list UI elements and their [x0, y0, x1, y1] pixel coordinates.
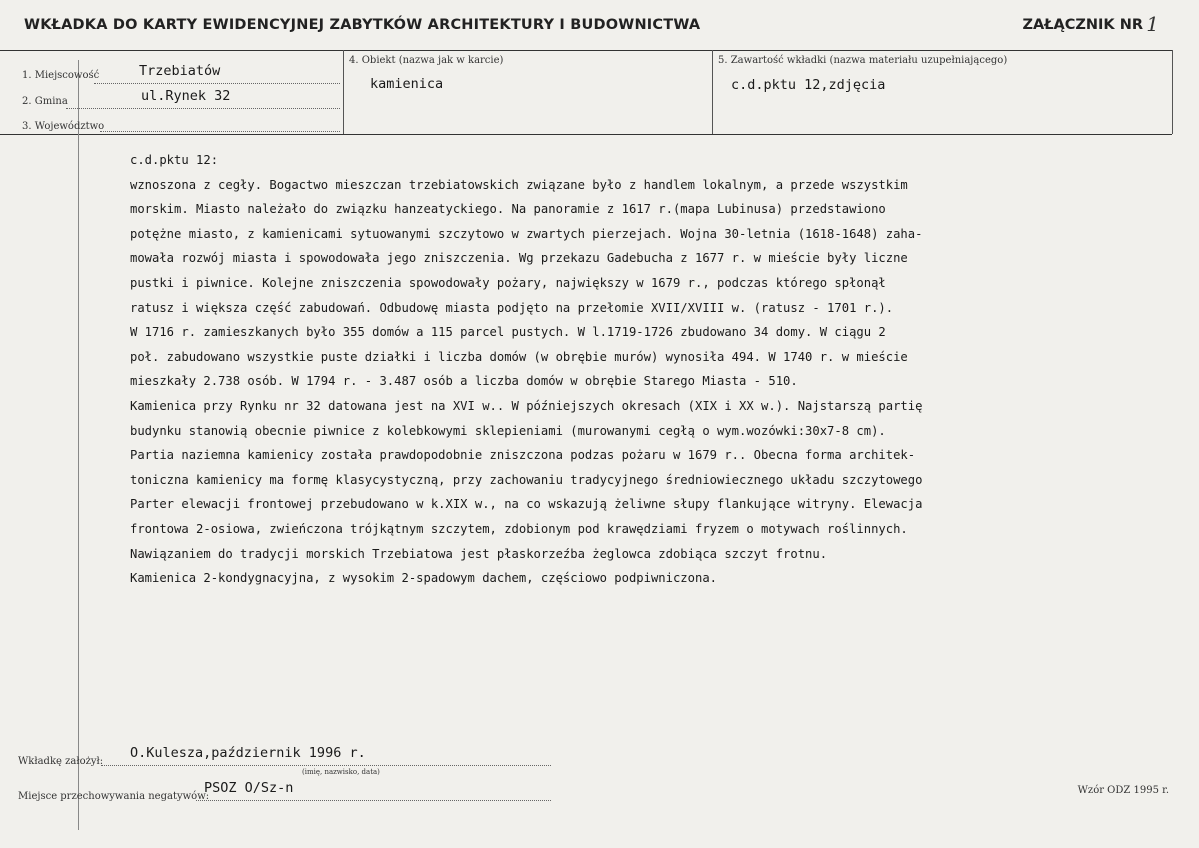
obiekt-label: 4. Obiekt (nazwa jak w karcie) [349, 55, 504, 66]
body-line: W 1716 r. zamieszkanych było 355 domów a 115 parcel pustych. W l.1719-1726 zbudowano 34 domy. W ciągu 2 [130, 325, 886, 340]
body-line: c.d.pktu 12: [130, 153, 219, 167]
header-rule [0, 50, 1172, 51]
gmina-value: ul.Rynek 32 [141, 88, 231, 104]
boxes-bottom-rule [0, 134, 1172, 135]
miejscowosc-dots [94, 83, 340, 84]
body-line: frontowa 2-osiowa, zwieńczona trójkątnym szczytem, zdobionym pod krawędziami fryzem o motywach roślinnych. [130, 521, 908, 536]
body-line: ratusz i większa część zabudowań. Odbudowę miasta podjęto na przełomie XVII/XVIII w. (ratusz - 1701 r.). [130, 300, 894, 315]
body-line: toniczna kamienicy ma formę klasycystyczną, przy zachowaniu tradycyjnego średniowiecznego układu szczytowego [130, 472, 923, 487]
body-line: pustki i piwnice. Kolejne zniszczenia spowodowały pożary, największy w 1679 r., podczas którego spłonął [130, 275, 886, 290]
miejscowosc-label: 1. Miejscowość [22, 70, 100, 81]
obiekt-value: kamienica [370, 76, 444, 92]
wojewodztwo-label: 3. Województwo [22, 121, 105, 132]
miejsce-label: Miejsce przechowywania negatywów: [18, 791, 210, 802]
body-line: Nawiązaniem do tradycji morskich Trzebiatowa jest płaskorzeźba żeglowca zdobiąca szczyt frotnu. [130, 546, 828, 561]
wkladke-label: Wkładkę założył: [18, 756, 104, 767]
body-line: Kamienica przy Rynku nr 32 datowana jest na XVI w.. W późniejszych okresach (XIX i XX w.). Najstarszą partię [130, 398, 923, 413]
box-divider-right [712, 50, 713, 134]
wojewodztwo-dots [100, 131, 340, 132]
zawartosc-value: c.d.pktu 12,zdjęcia [731, 77, 886, 93]
body-line: poł. zabudowano wszystkie puste działki i liczba domów (w obrębie murów) wynosiła 494. W 1740 r. w mieście [130, 349, 908, 364]
wkladke-hint: (imię, nazwisko, data) [302, 768, 380, 776]
gmina-label: 2. Gmina [22, 96, 68, 107]
body-line: Partia naziemna kamienicy została prawdopodobnie zniszczona podzas pożaru w 1679 r.. Obecna forma architek- [130, 448, 916, 463]
body-line: wznoszona z cegły. Bogactwo mieszczan trzebiatowskich związane było z handlem lokalnym, a przede wszystkim [130, 177, 908, 192]
miejsce-value: PSOZ O/Sz-n [204, 780, 294, 796]
attachment-label: ZAŁĄCZNIK NR [1022, 17, 1143, 33]
gmina-dots [66, 108, 340, 109]
body-line: budynku stanowią obecnie piwnice z kolebkowymi sklepieniami (murowanymi cegłą o wym.wozówki:30x7-8 cm). [130, 423, 886, 438]
body-line: potężne miasto, z kamienicami sytuowanymi szczytowo w zwartych pierzejach. Wojna 30-letnia (1618-1648) zaha- [130, 226, 923, 241]
box-divider-left [343, 50, 344, 134]
body-line: Parter elewacji frontowej przebudowano w k.XIX w., na co wskazują żeliwne słupy flankujące witryny. Elewacja [130, 497, 923, 512]
body-line: mieszkały 2.738 osób. W 1794 r. - 3.487 osób a liczba domów w obrębie Starego Miasta - 510. [130, 374, 798, 389]
box-divider-end [1172, 50, 1173, 134]
body-line: Kamienica 2-kondygnacyjna, z wysokim 2-spadowym dachem, częściowo podpiwniczona. [130, 571, 717, 586]
body-line: mowała rozwój miasta i spowodowała jego zniszczenia. Wg przekazu Gadebucha z 1677 r. w mieście były liczne [130, 251, 908, 266]
margin-fold-line [78, 60, 79, 830]
form-template-version: Wzór ODZ 1995 r. [1077, 785, 1169, 796]
miejsce-dots [196, 800, 551, 801]
body-text [130, 148, 1060, 591]
wkladke-dots [101, 765, 551, 766]
document-title: WKŁADKA DO KARTY EWIDENCYJNEJ ZABYTKÓW ARCHITEKTURY I BUDOWNICTWA [24, 17, 701, 33]
attachment-number: 1 [1146, 12, 1159, 36]
zawartosc-label: 5. Zawartość wkładki (nazwa materiału uzupełniającego) [718, 55, 1008, 66]
miejscowosc-value: Trzebiatów [139, 63, 221, 79]
body-line: morskim. Miasto należało do związku hanzeatyckiego. Na panoramie z 1617 r.(mapa Lubinusa) przedstawiono [130, 202, 886, 217]
wkladke-value: O.Kulesza,październik 1996 r. [130, 745, 366, 761]
